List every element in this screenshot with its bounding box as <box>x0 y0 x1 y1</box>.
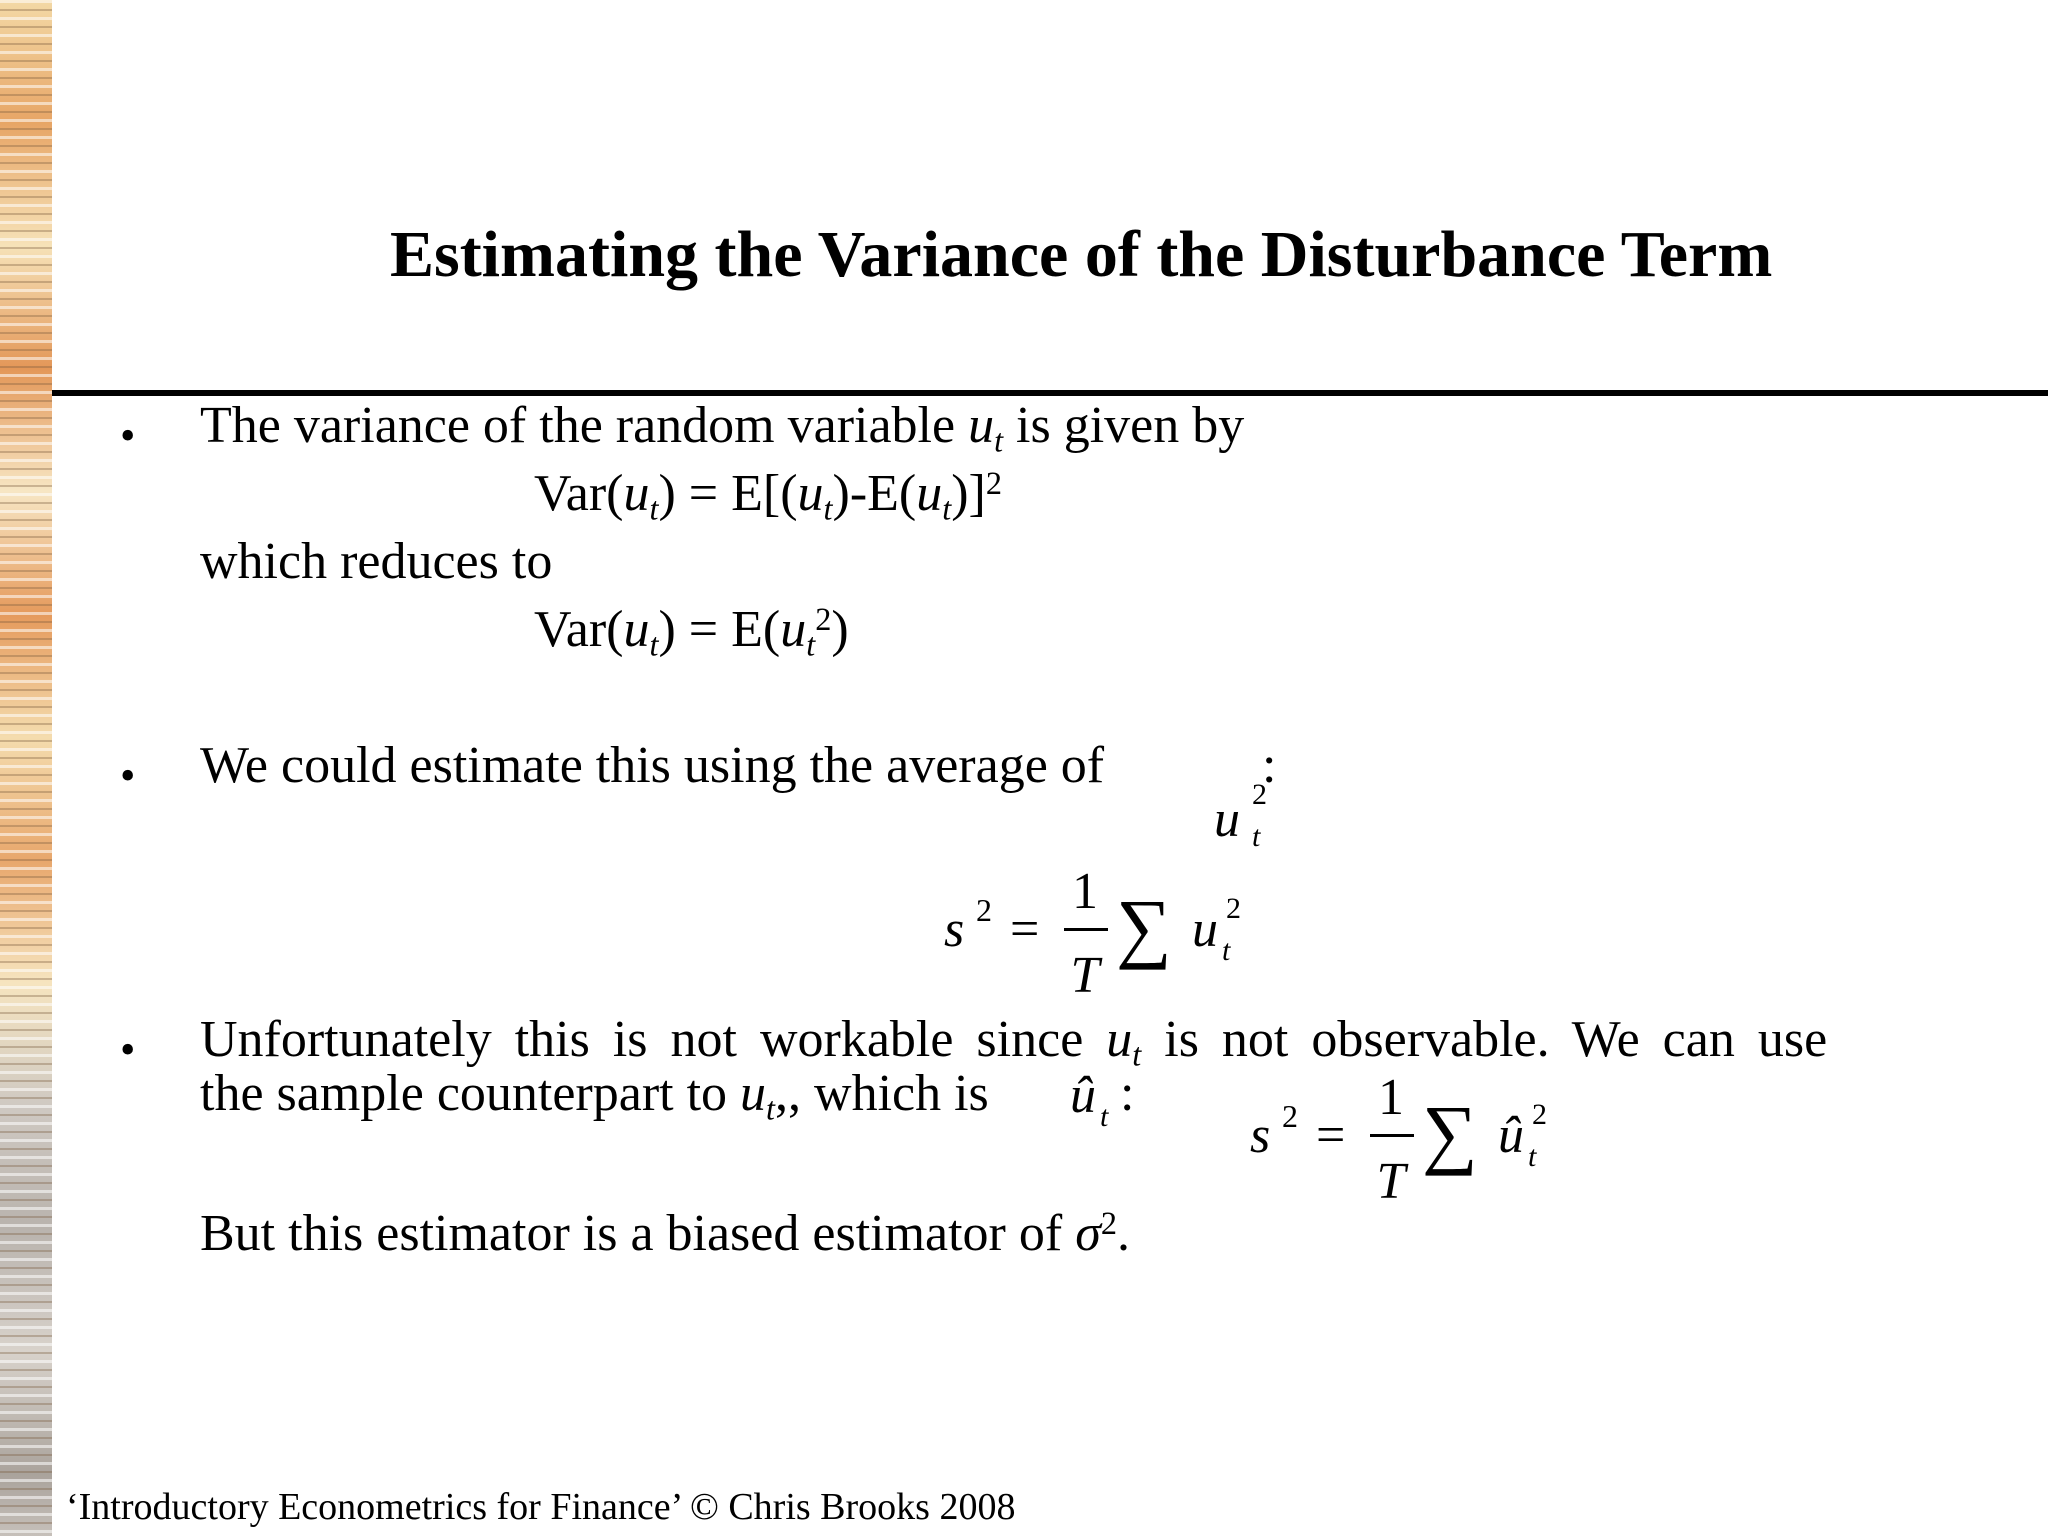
u-t-squared-term: u t 2 <box>1214 778 1267 853</box>
bullet-1-text: The variance of the random variable $u_t$ is given by <box>200 397 1245 459</box>
bullet-2-colon: : <box>1262 737 1277 794</box>
bullet-marker: • <box>120 751 136 800</box>
biased-estimator-note: But this estimator is a biased estimator of $\sigma^2$. <box>200 1204 1130 1262</box>
title-divider <box>52 390 2048 396</box>
slide-title: Estimating the Variance of the Disturbance Term <box>390 218 1773 291</box>
reduced-variance-formula: $Var(u_t) = E(u_t^2)$ <box>534 600 849 663</box>
variance-definition-formula: $Var(u_t) = E[(u_t)-E(u_t)]^2$ <box>534 464 1002 527</box>
bullet-marker: • <box>120 1025 136 1074</box>
sample-variance-equation: s 2 = 1 T ∑ u t 2 <box>944 863 1241 1004</box>
bullet-2-text: We could estimate this using the average of <box>200 737 1105 794</box>
bullet-marker: • <box>120 411 136 460</box>
connector-text: which reduces to <box>200 533 553 590</box>
residual-variance-equation: s 2 = 1 T ∑ û t 2 <box>1250 1069 1547 1210</box>
decorative-side-stripe <box>0 0 52 1536</box>
slide-footer: ‘Introductory Econometrics for Finance’ © Chris Brooks 2008 <box>66 1486 1016 1528</box>
u-hat-t-term: û t : <box>1070 1065 1135 1133</box>
bullet-3-line-1: Unfortunately this is not workable since $u_t$ is not observable. We can use <box>200 1011 1828 1073</box>
bullet-3-line-2: the sample counterpart to $u_t$,, which is <box>200 1065 989 1127</box>
